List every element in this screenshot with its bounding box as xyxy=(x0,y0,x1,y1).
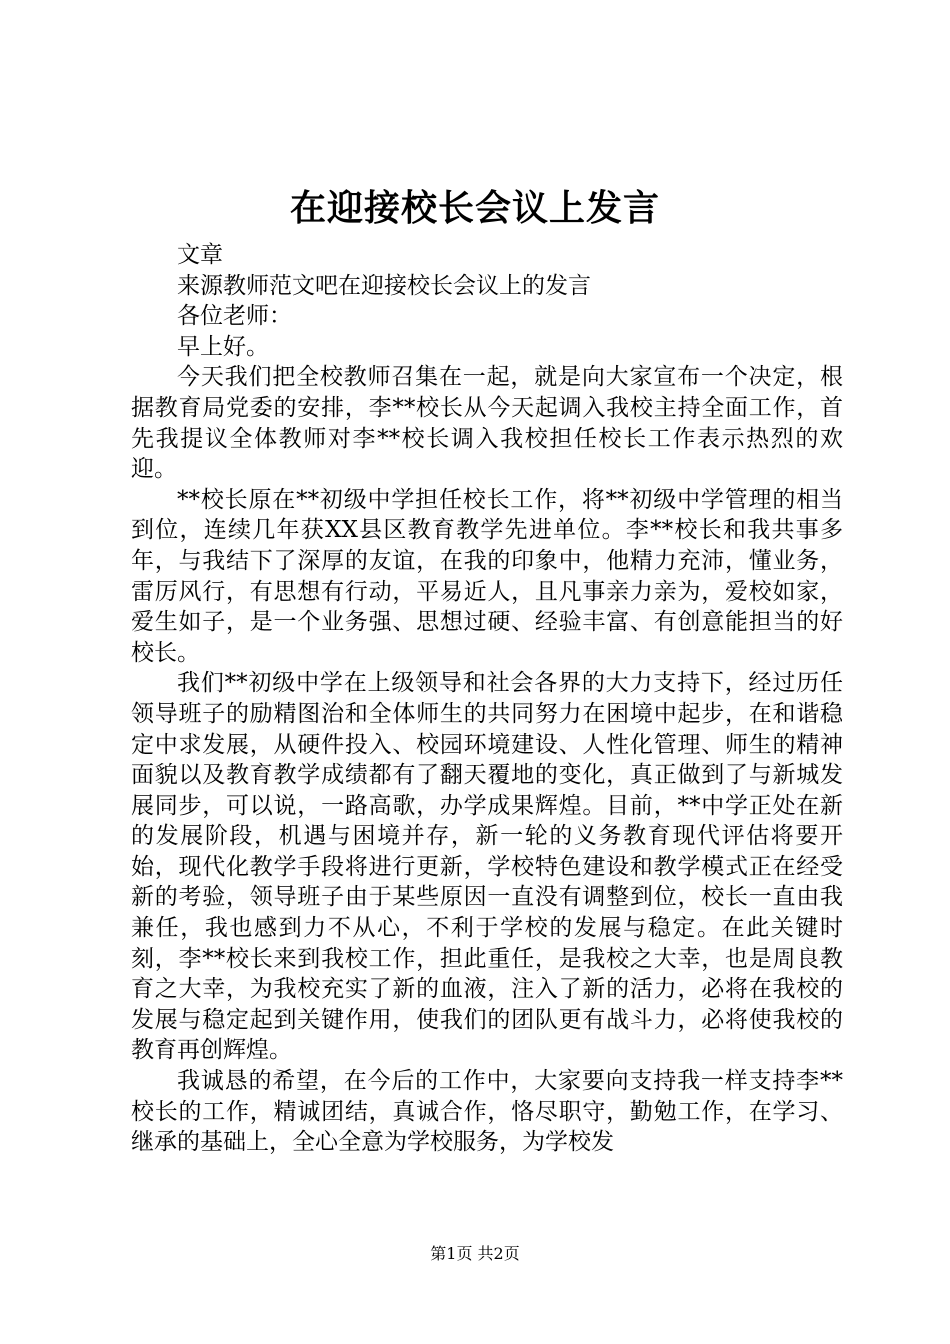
document-body xyxy=(131,240,843,1158)
paragraph: 文章 xyxy=(177,242,223,268)
paragraph: 我们**初级中学在上级领导和社会各界的大力支持下，经过历任领导班子的励精图治和全体师生的共同努力在困境中起步，在和谐稳定中求发展，从硬件投入、校园环境建设、人性化管理、师生的精神面貌以及教育教学成绩都有了翻天覆地的变化，真正做到了与新城发展同步，可以说，一路高歌，办学成果辉煌。目前，**中学正处在新的发展阶段，机遇与困境并存，新一轮的义务教育现代评估将要开始，现代化教学手段将进行更新，学校特色建设和教学模式正在经受新的考验，领导班子由于某些原因一直没有调整到位，校长一直由我兼任，我也感到力不从心，不利于学校的发展与稳定。在此关键时刻，李**校长来到我校工作，担此重任，是我校之大幸，也是周良教育之大幸，为我校充实了新的血液，注入了新的活力，必将在我校的发展与稳定起到关键作用，使我们的团队更有战斗力，必将使我校的教育再创辉煌。 xyxy=(131,670,843,1064)
document-title: 在迎接校长会议上发言 xyxy=(289,187,660,229)
paragraph: 今天我们把全校教师召集在一起，就是向大家宣布一个决定，根据教育局党委的安排，李**校长从今天起调入我校主持全面工作，首先我提议全体教师对李**校长调入我校担任校长工作表示热烈的欢迎。 xyxy=(131,364,843,483)
paragraph: **校长原在**初级中学担任校长工作，将**初级中学管理的相当到位，连续几年获XX县区教育教学先进单位。李**校长和我共事多年，与我结下了深厚的友谊，在我的印象中，他精力充沛，懂业务，雷厉风行，有思想有行动，平易近人，且凡事亲力亲为，爱校如家，爱生如子，是一个业务强、思想过硬、经验丰富、有创意能担当的好校长。 xyxy=(131,486,843,666)
paragraph: 来源教师范文吧在迎接校长会议上的发言 xyxy=(177,272,591,299)
paragraph: 早上好。 xyxy=(177,333,269,360)
paragraph: 我诚恳的希望，在今后的工作中，大家要向支持我一样支持李**校长的工作，精诚团结，真诚合作，恪尽职守，勤勉工作，在学习、继承的基础上，全心全意为学校服务，为学校发 xyxy=(131,1068,843,1156)
paragraph: 各位老师： xyxy=(177,303,292,330)
page-footer: 第1页 共2页 xyxy=(430,1244,520,1263)
